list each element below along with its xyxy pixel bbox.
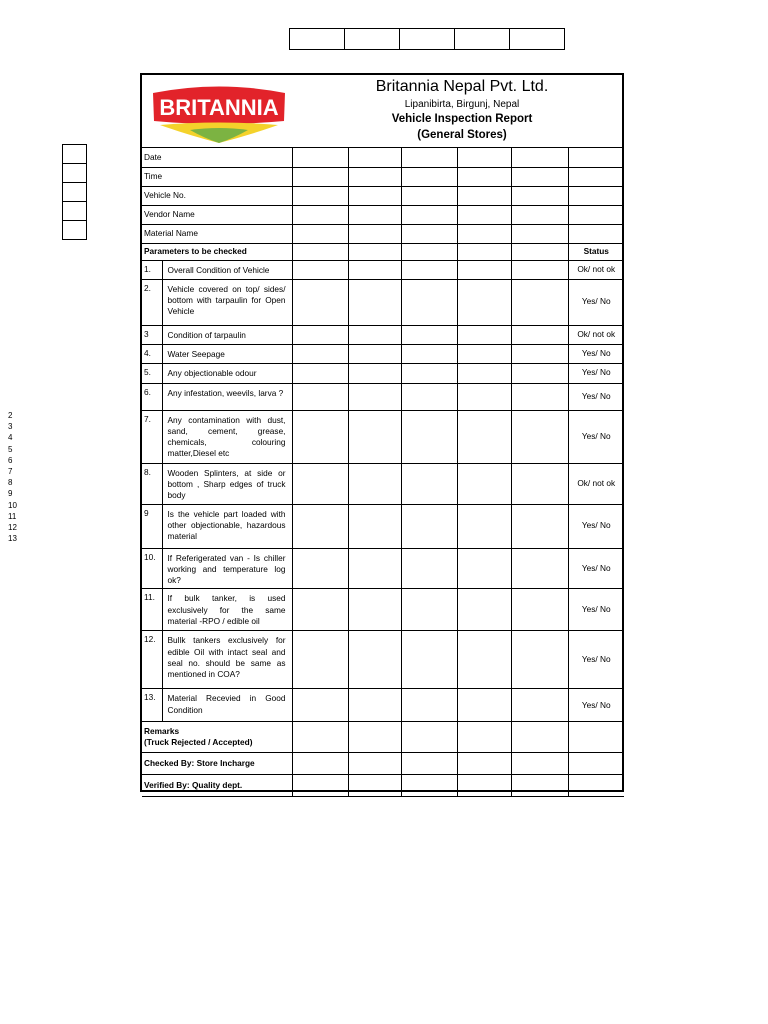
- blank-cell[interactable]: [511, 344, 568, 363]
- blank-cell[interactable]: [457, 325, 511, 344]
- blank-cell[interactable]: [511, 279, 568, 325]
- blank-cell[interactable]: [511, 325, 568, 344]
- item-text: Any contamination with dust, sand, cement, grease, chemicals, colouring matter,Diesel etc: [162, 410, 292, 463]
- side-box: [62, 220, 87, 240]
- blank-cell[interactable]: [457, 753, 511, 775]
- top-box: [454, 28, 510, 50]
- item-text: Condition of tarpaulin: [162, 325, 292, 344]
- blank-cell[interactable]: [401, 363, 457, 383]
- blank-cell[interactable]: [292, 689, 348, 722]
- blank-cell[interactable]: [292, 631, 348, 689]
- field-row: [142, 167, 624, 186]
- blank-cell[interactable]: [348, 631, 401, 689]
- blank-cell[interactable]: [292, 463, 348, 504]
- item-status: Yes/ No: [568, 383, 624, 410]
- blank-cell[interactable]: [401, 463, 457, 504]
- blank-cell[interactable]: [457, 548, 511, 589]
- field-row: [142, 148, 624, 167]
- item-text: Wooden Splinters, at side or bottom , Sharp edges of truck body: [162, 463, 292, 504]
- blank-cell[interactable]: [348, 753, 401, 775]
- item-number: 11.: [142, 589, 162, 631]
- parameter-row: [142, 344, 624, 363]
- item-text: Any objectionable odour: [162, 363, 292, 383]
- blank-cell[interactable]: [348, 224, 401, 243]
- blank-cell[interactable]: [457, 279, 511, 325]
- side-number: 9: [8, 489, 13, 499]
- blank-cell[interactable]: [457, 589, 511, 631]
- blank-cell[interactable]: [292, 410, 348, 463]
- blank-cell[interactable]: [348, 548, 401, 589]
- item-text: If Referigerated van - Is chiller working and temperature log ok?: [162, 548, 292, 589]
- field-label: Date: [142, 148, 292, 167]
- blank-cell[interactable]: [292, 722, 348, 753]
- blank-cell[interactable]: [348, 205, 401, 224]
- side-number: 12: [8, 523, 17, 533]
- blank-cell[interactable]: [401, 148, 457, 167]
- item-status: Yes/ No: [568, 631, 624, 689]
- blank-cell[interactable]: [511, 383, 568, 410]
- top-box: [509, 28, 565, 50]
- blank-cell[interactable]: [292, 279, 348, 325]
- blank-cell[interactable]: [401, 504, 457, 548]
- blank-cell[interactable]: [457, 363, 511, 383]
- blank-cell[interactable]: [292, 383, 348, 410]
- blank-cell[interactable]: [457, 463, 511, 504]
- blank-cell: [292, 243, 348, 260]
- item-status: Ok/ not ok: [568, 260, 624, 279]
- item-status: Yes/ No: [568, 504, 624, 548]
- item-number: 5.: [142, 363, 162, 383]
- parameter-row: [142, 383, 624, 410]
- blank-cell[interactable]: [401, 186, 457, 205]
- item-number: 2.: [142, 279, 162, 325]
- blank-cell[interactable]: [511, 363, 568, 383]
- item-text: Bullk tankers exclusively for edible Oil with intact seal and seal no. should be same as mentioned in COA?: [162, 631, 292, 689]
- blank-cell[interactable]: [401, 631, 457, 689]
- side-number: 5: [8, 444, 13, 454]
- blank-cell: [457, 243, 511, 260]
- field-label: Vehicle No.: [142, 186, 292, 205]
- blank-cell[interactable]: [511, 775, 568, 797]
- blank-cell[interactable]: [292, 148, 348, 167]
- blank-cell[interactable]: [511, 722, 568, 753]
- verified-by-row: [142, 775, 624, 797]
- blank-cell[interactable]: [457, 410, 511, 463]
- remarks-line: Remarks: [144, 726, 180, 737]
- parameter-row: [142, 463, 624, 504]
- item-number: 9: [142, 504, 162, 548]
- blank-cell[interactable]: [457, 504, 511, 548]
- blank-cell[interactable]: [401, 279, 457, 325]
- blank-cell[interactable]: [292, 186, 348, 205]
- blank-cell[interactable]: [348, 504, 401, 548]
- top-header-boxes: [290, 28, 565, 50]
- blank-cell[interactable]: [348, 775, 401, 797]
- blank-cell[interactable]: [401, 722, 457, 753]
- blank-cell[interactable]: [511, 631, 568, 689]
- company-address: Lipanibirta, Birgunj, Nepal: [404, 99, 520, 110]
- parameter-row: [142, 410, 624, 463]
- remarks-line: (Truck Rejected / Accepted): [144, 737, 253, 748]
- blank-cell[interactable]: [457, 631, 511, 689]
- blank-cell[interactable]: [457, 689, 511, 722]
- field-row: [142, 186, 624, 205]
- blank-cell[interactable]: [348, 260, 401, 279]
- field-label: Material Name: [142, 224, 292, 243]
- parameter-row: [142, 631, 624, 689]
- side-number: 10: [8, 500, 17, 510]
- side-boxes: [62, 145, 87, 240]
- blank-cell[interactable]: [401, 224, 457, 243]
- blank-cell[interactable]: [401, 344, 457, 363]
- blank-cell[interactable]: [401, 325, 457, 344]
- blank-cell[interactable]: [568, 167, 624, 186]
- item-text: Is the vehicle part loaded with other objectionable, hazardous material: [162, 504, 292, 548]
- item-status: Yes/ No: [568, 363, 624, 383]
- blank-cell[interactable]: [348, 279, 401, 325]
- blank-cell[interactable]: [292, 167, 348, 186]
- blank-cell[interactable]: [457, 205, 511, 224]
- inspection-table: [142, 148, 624, 797]
- blank-cell[interactable]: [348, 363, 401, 383]
- params-header-row: [142, 243, 624, 260]
- logo-text: BRITANNIA: [159, 95, 279, 120]
- blank-cell: [348, 243, 401, 260]
- blank-cell[interactable]: [401, 775, 457, 797]
- blank-cell[interactable]: [511, 548, 568, 589]
- blank-cell[interactable]: [401, 689, 457, 722]
- item-text: Vehicle covered on top/ sides/ bottom with tarpaulin for Open Vehicle: [162, 279, 292, 325]
- item-text: Any infestation, weevils, larva ?: [162, 383, 292, 410]
- blank-cell[interactable]: [511, 205, 568, 224]
- blank-cell[interactable]: [457, 383, 511, 410]
- remarks-label: [142, 722, 292, 753]
- item-status: Ok/ not ok: [568, 463, 624, 504]
- parameter-row: [142, 548, 624, 589]
- blank-cell[interactable]: [457, 167, 511, 186]
- item-number: 10.: [142, 548, 162, 589]
- blank-cell[interactable]: [511, 148, 568, 167]
- blank-cell[interactable]: [292, 589, 348, 631]
- blank-cell[interactable]: [568, 775, 624, 797]
- item-number: 7.: [142, 410, 162, 463]
- item-text: Material Recevied in Good Condition: [162, 689, 292, 722]
- blank-cell[interactable]: [511, 260, 568, 279]
- inspection-form: [140, 73, 624, 792]
- report-title: Vehicle Inspection Report: [391, 113, 533, 125]
- blank-cell[interactable]: [292, 344, 348, 363]
- parameter-row: [142, 363, 624, 383]
- blank-cell[interactable]: [511, 224, 568, 243]
- item-number: 3: [142, 325, 162, 344]
- blank-cell[interactable]: [511, 689, 568, 722]
- blank-cell[interactable]: [511, 504, 568, 548]
- blank-cell[interactable]: [457, 775, 511, 797]
- blank-cell[interactable]: [348, 722, 401, 753]
- item-number: 13.: [142, 689, 162, 722]
- blank-cell[interactable]: [457, 148, 511, 167]
- blank-cell[interactable]: [348, 463, 401, 504]
- blank-cell[interactable]: [568, 753, 624, 775]
- side-number: 11: [8, 511, 17, 521]
- company-name: Britannia Nepal Pvt. Ltd.: [375, 78, 549, 95]
- side-box: [62, 144, 87, 164]
- blank-cell[interactable]: [511, 410, 568, 463]
- item-number: 1.: [142, 260, 162, 279]
- parameter-row: [142, 260, 624, 279]
- side-number: 7: [8, 467, 13, 477]
- side-number: 2: [8, 411, 13, 420]
- item-number: 8.: [142, 463, 162, 504]
- blank-cell[interactable]: [401, 260, 457, 279]
- item-text: Overall Condition of Vehicle: [162, 260, 292, 279]
- blank-cell[interactable]: [292, 548, 348, 589]
- blank-cell[interactable]: [511, 167, 568, 186]
- blank-cell[interactable]: [457, 260, 511, 279]
- side-box: [62, 201, 87, 221]
- blank-cell[interactable]: [457, 722, 511, 753]
- item-number: 4.: [142, 344, 162, 363]
- field-row: [142, 205, 624, 224]
- blank-cell[interactable]: [348, 383, 401, 410]
- blank-cell[interactable]: [457, 344, 511, 363]
- blank-cell[interactable]: [511, 463, 568, 504]
- field-row: [142, 224, 624, 243]
- blank-cell[interactable]: [292, 205, 348, 224]
- inspection-table-body: [142, 148, 624, 797]
- side-number: 6: [8, 455, 13, 465]
- parameter-row: [142, 504, 624, 548]
- blank-cell[interactable]: [568, 186, 624, 205]
- blank-cell[interactable]: [292, 325, 348, 344]
- blank-cell[interactable]: [348, 689, 401, 722]
- blank-cell[interactable]: [401, 167, 457, 186]
- blank-cell[interactable]: [292, 363, 348, 383]
- item-status: Yes/ No: [568, 410, 624, 463]
- item-text: Water Seepage: [162, 344, 292, 363]
- blank-cell[interactable]: [457, 224, 511, 243]
- side-number: 4: [8, 433, 13, 443]
- side-number: 3: [8, 422, 13, 432]
- parameter-row: [142, 689, 624, 722]
- item-text: If bulk tanker, is used exclusively for the same material -RPO / edible oil: [162, 589, 292, 631]
- verified-by-label: Verified By: Quality dept.: [142, 775, 292, 797]
- side-number: 8: [8, 478, 13, 488]
- blank-cell[interactable]: [511, 753, 568, 775]
- blank-cell[interactable]: [292, 260, 348, 279]
- blank-cell[interactable]: [292, 504, 348, 548]
- item-status: Yes/ No: [568, 548, 624, 589]
- parameter-row: [142, 325, 624, 344]
- blank-cell[interactable]: [292, 775, 348, 797]
- blank-cell[interactable]: [401, 205, 457, 224]
- side-row-numbers: [8, 410, 17, 544]
- blank-cell[interactable]: [457, 186, 511, 205]
- blank-cell[interactable]: [348, 325, 401, 344]
- blank-cell[interactable]: [348, 167, 401, 186]
- britannia-logo: [150, 83, 288, 143]
- blank-cell[interactable]: [401, 410, 457, 463]
- item-status: Yes/ No: [568, 689, 624, 722]
- top-box: [399, 28, 455, 50]
- item-status: Yes/ No: [568, 344, 624, 363]
- blank-cell[interactable]: [401, 383, 457, 410]
- parameter-row: [142, 589, 624, 631]
- blank-cell[interactable]: [348, 344, 401, 363]
- params-header-label: Parameters to be checked: [142, 243, 292, 260]
- item-number: 12.: [142, 631, 162, 689]
- item-status: Yes/ No: [568, 589, 624, 631]
- checked-by-row: [142, 753, 624, 775]
- field-label: Time: [142, 167, 292, 186]
- blank-cell[interactable]: [401, 548, 457, 589]
- form-header: [142, 75, 622, 148]
- blank-cell[interactable]: [401, 753, 457, 775]
- status-header: Status: [568, 243, 624, 260]
- side-box: [62, 182, 87, 202]
- blank-cell[interactable]: [568, 205, 624, 224]
- parameter-row: [142, 279, 624, 325]
- checked-by-label: Checked By: Store Incharge: [142, 753, 292, 775]
- top-box: [344, 28, 400, 50]
- blank-cell: [401, 243, 457, 260]
- top-box: [289, 28, 345, 50]
- blank-cell[interactable]: [568, 224, 624, 243]
- side-box: [62, 163, 87, 183]
- blank-cell: [511, 243, 568, 260]
- blank-cell[interactable]: [568, 722, 624, 753]
- blank-cell[interactable]: [348, 410, 401, 463]
- blank-cell[interactable]: [401, 589, 457, 631]
- blank-cell[interactable]: [292, 753, 348, 775]
- blank-cell[interactable]: [348, 589, 401, 631]
- field-label: Vendor Name: [142, 205, 292, 224]
- blank-cell[interactable]: [568, 148, 624, 167]
- item-status: Yes/ No: [568, 279, 624, 325]
- side-number: 13: [8, 534, 17, 544]
- blank-cell[interactable]: [511, 186, 568, 205]
- blank-cell[interactable]: [348, 148, 401, 167]
- item-number: 6.: [142, 383, 162, 410]
- item-status: Ok/ not ok: [568, 325, 624, 344]
- blank-cell[interactable]: [348, 186, 401, 205]
- report-subtitle: (General Stores): [417, 129, 507, 141]
- blank-cell[interactable]: [292, 224, 348, 243]
- remarks-row: [142, 722, 624, 753]
- blank-cell[interactable]: [511, 589, 568, 631]
